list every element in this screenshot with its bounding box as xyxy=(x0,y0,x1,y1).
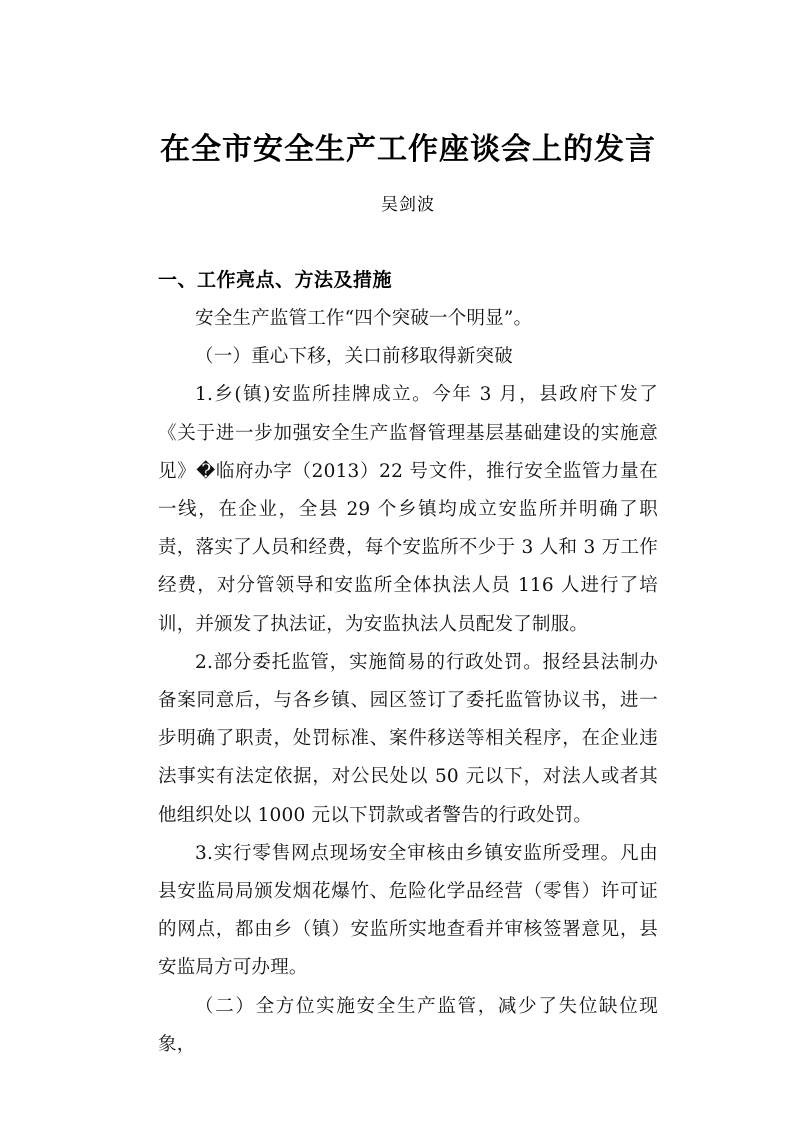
section-heading-one: 一、工作亮点、方法及措施 xyxy=(158,269,393,291)
subsection-heading-two: （二）全方位实施安全生产监管，减少了失位缺位现象， xyxy=(158,995,658,1055)
paragraph-item-2: 2.部分委托监管，实施简易的行政处罚。报经县法制办备案同意后，与各乡镇、园区签订了委托监管协议书，进一步明确了职责，处罚标准、案件移送等相关程序，在企业违法事实有法定依据，对公民处以 50 元以下，对法人或者其他组织处以 1000 元以下罚款或者警告的行政处罚。 xyxy=(158,651,658,826)
paragraph-item-1: 1.乡(镇)安监所挂牌成立。今年 3 月，县政府下发了《关于进一步加强安全生产监督管理基层基础建设的实施意见》�临府办字（2013）22 号文件，推行安全监管力量在一线，在企业，全县 29 个乡镇均成立安监所并明确了职责，落实了人员和经费，每个安监所不少于 3 人和 3 万工作经费，对分管领导和安监所全体执法人员 116 人进行了培训，并颁发了执法证，为安监执法人员配发了制服。 xyxy=(158,384,658,635)
paragraph-intro: 安全生产监管工作“四个突破一个明显”。 xyxy=(195,308,533,329)
paragraph-item-3: 3.实行零售网点现场安全审核由乡镇安监所受理。凡由县安监局局颁发烟花爆竹、危险化学品经营（零售）许可证的网点，都由乡（镇）安监所实地查看并审核签署意见，县安监局方可办理。 xyxy=(158,842,658,979)
document-content xyxy=(158,0,658,1064)
subsection-heading-one: （一）重心下移，关口前移取得新突破 xyxy=(195,346,513,368)
author-line: 吴剑波 xyxy=(381,195,435,215)
page-title: 在全市安全生产工作座谈会上的发言 xyxy=(160,132,656,167)
